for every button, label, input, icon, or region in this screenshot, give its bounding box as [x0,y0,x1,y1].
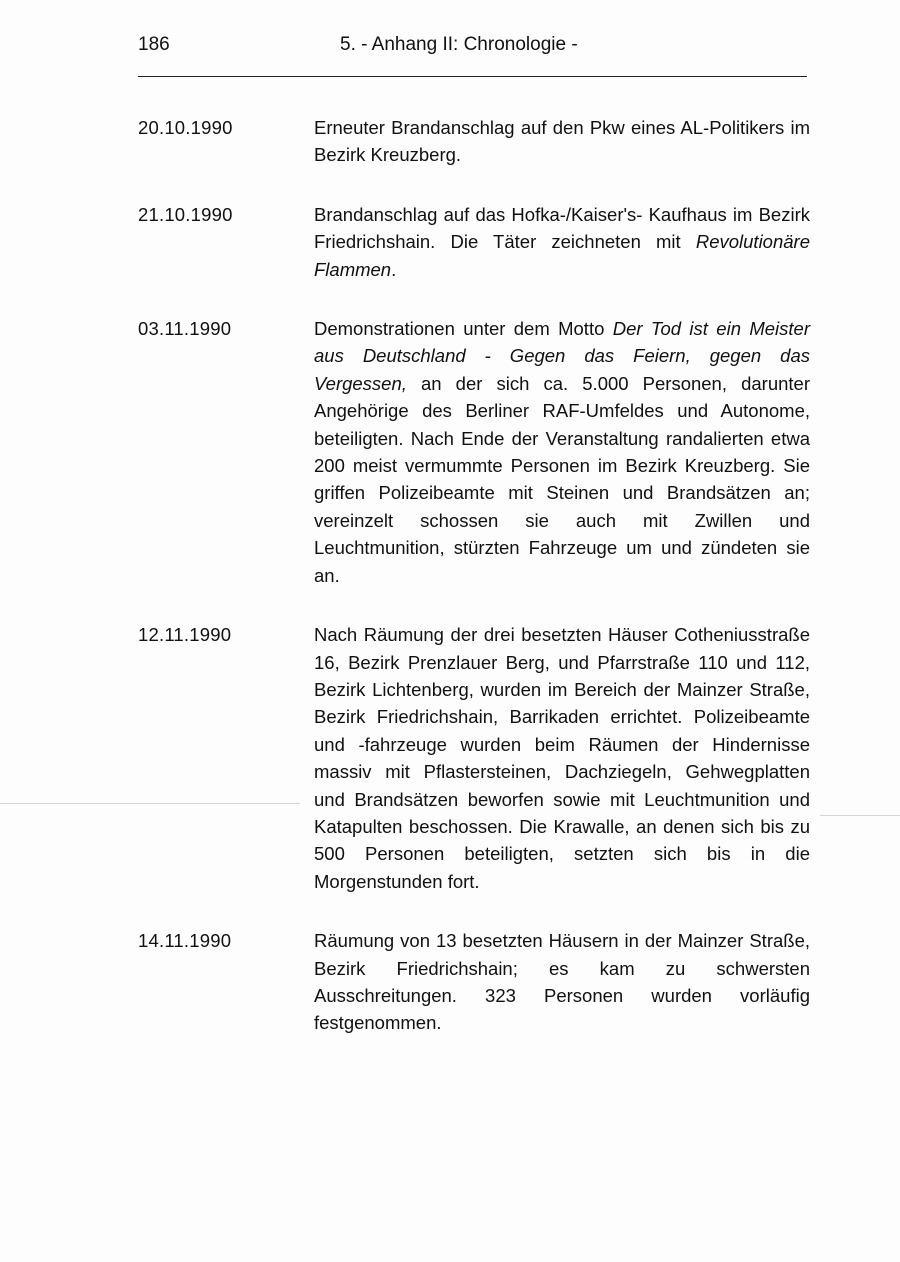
chronology-entry [138,201,818,283]
entry-text-part: . [391,258,397,280]
entry-text [314,201,810,283]
entry-text: Nach Räumung der drei besetzten Häuser Cotheniusstraße 16, Bezirk Prenzlauer Berg, und Pfarrstraße 110 und 112, Bezirk Lichtenberg, wurden im Bereich der Mainzer Straße, Bezirk Friedrichshain, Barrikaden errichtet. Polizeibeamte und -fahrzeuge wurden beim Räumen der Hindernisse massiv mit Pflastersteinen, Dachziegeln, Gehwegplatten und Brandsätzen beworfen sowie mit Leuchtmunition und Katapulten beschossen. Die Krawalle, an denen sich bis zu 500 Personen beteiligten, setzten sich bis in die Morgenstunden fort. [314,624,810,892]
header-rule [138,76,807,77]
chapter-title: 5. - Anhang II: Chronologie - [340,34,578,55]
entry-text: Räumung von 13 besetzten Häusern in der Mainzer Straße, Bezirk Friedrichshain; es kam zu schwersten Ausschreitungen. 323 Personen wurden vorläufig festgenommen. [314,930,810,1034]
page-number: 186 [138,34,170,55]
entry-text-part: an der sich ca. 5.000 Personen, darunter Angehörige des Berliner RAF-Umfeldes und Autonome, beteiligten. Nach Ende der Veranstaltung randalierten etwa 200 meist vermummte Personen im Bezirk Kreuzberg. Sie griffen Polizeibeamte mit Steinen und Brandsätzen an; vereinzelt schossen sie auch mit Zwillen und Leuchtmunition, stürzten Fahrzeuge um und zündeten sie an. [314,372,810,586]
entry-text [314,315,810,589]
chronology-list [138,114,818,1037]
chronology-entry [138,315,818,589]
scan-artifact-line [820,815,900,816]
entry-date: 20.10.1990 [138,117,233,138]
entry-date: 14.11.1990 [138,930,232,952]
entry-text-part: Brandanschlag auf das Hofka-/Kaiser's- Kaufhaus im Bezirk Friedrichshain. Die Täter zeichneten mit [314,203,810,253]
entry-text-part: Demonstrationen unter dem Motto [314,318,613,340]
chronology-entry [138,621,818,895]
chronology-entry [138,927,818,1037]
entry-text: Erneuter Brandanschlag auf den Pkw eines AL-Politikers im Bezirk Kreuzberg. [314,117,810,166]
running-header [138,34,808,62]
entry-date: 21.10.1990 [138,203,233,225]
chronology-entry [138,114,818,169]
entry-text-italic: Der Tod ist ein Meister aus Deutschland - Gegen das Feiern, gegen das Vergessen, [314,318,810,394]
entry-date: 03.11.1990 [138,318,232,340]
entry-date: 12.11.1990 [138,624,232,646]
entry-text-italic: Revolutionäre Flammen [314,231,810,280]
